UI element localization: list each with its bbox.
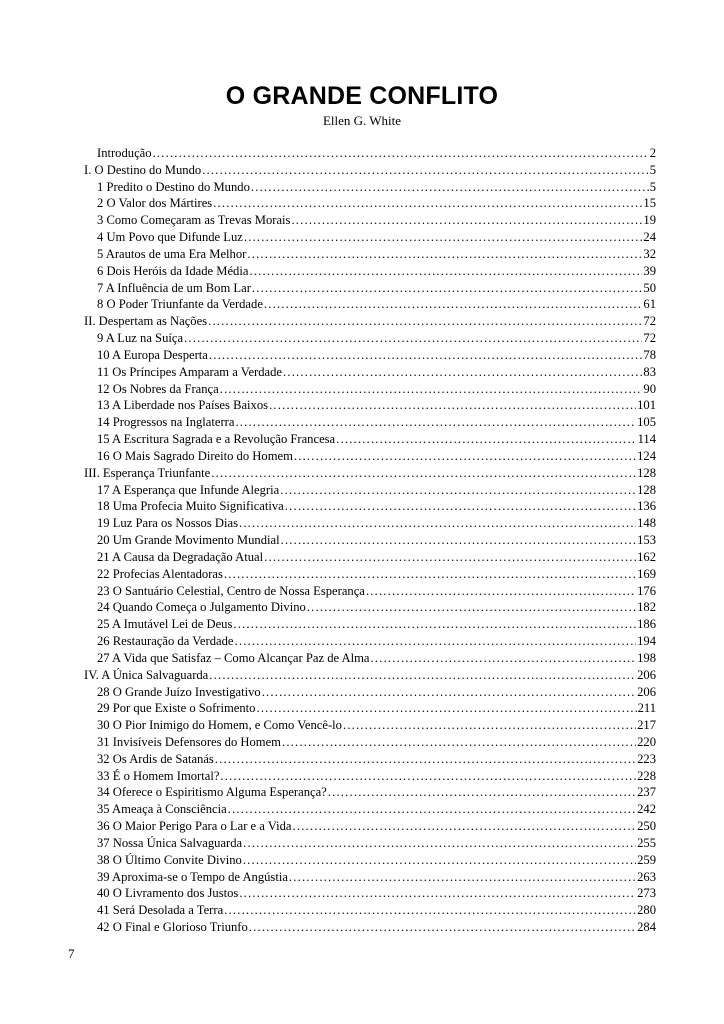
toc-entry — [84, 280, 656, 297]
toc-entry-label: 36 O Maior Perigo Para o Lar e a Vida — [97, 819, 292, 834]
toc-entry — [84, 212, 656, 229]
toc-dot-leader — [243, 852, 636, 869]
toc-entry-page: 176 — [637, 583, 656, 598]
toc-entry-page: 72 — [643, 314, 656, 329]
toc-entry-label: 23 O Santuário Celestial, Centro de Nossa Esperança — [97, 583, 365, 598]
toc-entry-label: 24 Quando Começa o Julgamento Divino — [97, 600, 306, 615]
page-number: 7 — [68, 946, 75, 961]
toc-dot-leader — [153, 145, 649, 162]
toc-entry-page: 136 — [637, 499, 656, 514]
toc-dot-leader — [251, 179, 649, 196]
toc-entry — [84, 179, 656, 196]
toc-part-entry — [84, 162, 656, 179]
document-author: Ellen G. White — [322, 113, 402, 128]
toc-entry — [84, 835, 656, 852]
toc-entry-label: 2 O Valor dos Mártires — [97, 196, 213, 211]
toc-entry-label: 31 Invisíveis Defensores do Homem — [97, 734, 281, 749]
toc-entry-page: 114 — [637, 432, 656, 447]
toc-entry-label: 27 A Vida que Satisfaz – Como Alcançar Paz de Alma — [97, 650, 370, 665]
toc-entry-page: 250 — [637, 819, 656, 834]
toc-entry-label: 18 Uma Profecia Muito Significativa — [97, 499, 284, 514]
toc-entry-page: 255 — [637, 835, 656, 850]
toc-entry — [84, 397, 656, 414]
toc-dot-leader — [220, 768, 636, 785]
toc-entry-page: 5 — [649, 179, 656, 194]
toc-dot-leader — [228, 801, 636, 818]
toc-entry-page: 217 — [637, 718, 656, 733]
toc-entry — [84, 801, 656, 818]
toc-entry-label: 42 O Final e Glorioso Triunfo — [97, 920, 248, 935]
toc-entry — [84, 599, 656, 616]
toc-entry-label: 25 A Imutável Lei de Deus — [97, 617, 233, 632]
toc-entry-label: 14 Progressos na Inglaterra — [97, 415, 235, 430]
toc-dot-leader — [328, 784, 636, 801]
toc-entry-label: 17 A Esperança que Infunde Alegria — [97, 482, 280, 497]
toc-entry-page: 259 — [637, 852, 656, 867]
toc-entry-page: 211 — [637, 701, 656, 716]
toc-entry — [84, 751, 656, 768]
toc-dot-leader — [289, 869, 636, 886]
toc-entry-page: 198 — [637, 650, 656, 665]
toc-entry-page: 83 — [643, 364, 656, 379]
toc-entry — [84, 902, 656, 919]
toc-entry — [84, 448, 656, 465]
toc-entry — [84, 330, 656, 347]
toc-entry — [84, 414, 656, 431]
toc-entry-label: 22 Profecias Alentadoras — [97, 566, 223, 581]
toc-entry-page: 182 — [637, 600, 656, 615]
toc-entry — [84, 498, 656, 515]
toc-entry-label: 3 Como Começaram as Trevas Morais — [97, 213, 291, 228]
toc-dot-leader — [262, 684, 636, 701]
toc-entry — [84, 246, 656, 263]
toc-dot-leader — [213, 195, 642, 212]
toc-dot-leader — [239, 515, 636, 532]
toc-entry — [84, 263, 656, 280]
toc-entry-page: 273 — [637, 886, 656, 901]
toc-dot-leader — [224, 566, 636, 583]
toc-dot-leader — [239, 885, 636, 902]
toc-entry-page: 280 — [637, 903, 656, 918]
toc-entry — [84, 515, 656, 532]
toc-entry — [84, 717, 656, 734]
toc-entry-label: 10 A Europa Desperta — [97, 347, 208, 362]
toc-entry — [84, 633, 656, 650]
toc-entry-label: 30 O Pior Inimigo do Homem, e Como Vencê-lo — [97, 718, 342, 733]
toc-entry-label: Introdução — [97, 146, 152, 160]
toc-entry-page: 194 — [637, 634, 656, 649]
toc-dot-leader — [366, 583, 636, 600]
toc-dot-leader — [244, 229, 643, 246]
toc-entry — [84, 296, 656, 313]
toc-entry — [84, 431, 656, 448]
toc-entry-label: 39 Aproxima-se o Tempo de Angústia — [97, 869, 288, 884]
toc-entry-page: 284 — [637, 920, 656, 935]
toc-entry-label: 29 Por que Existe o Sofrimento — [97, 701, 256, 716]
toc-entry-page: 206 — [637, 667, 656, 682]
toc-entry — [84, 195, 656, 212]
toc-entry-page: 72 — [643, 331, 656, 346]
toc-entry-label: 26 Restauração da Verdade — [97, 634, 234, 649]
toc-dot-leader — [247, 246, 642, 263]
toc-entry — [84, 229, 656, 246]
toc-entry-page: 24 — [643, 230, 656, 245]
toc-entry — [84, 145, 656, 162]
toc-dot-leader — [269, 397, 636, 414]
toc-entry-label: 13 A Liberdade nos Países Baixos — [97, 398, 269, 413]
toc-entry-page: 90 — [643, 381, 656, 396]
toc-entry — [84, 852, 656, 869]
toc-entry-page: 186 — [637, 617, 656, 632]
toc-entry-label: 11 Os Príncipes Amparam a Verdade — [97, 364, 283, 379]
toc-entry-page: 2 — [649, 146, 656, 160]
toc-entry-page: 50 — [643, 280, 656, 295]
toc-dot-leader — [264, 296, 642, 313]
toc-entry-page: 124 — [637, 448, 656, 463]
toc-entry-page: 263 — [637, 869, 656, 884]
toc-entry-label: 7 A Influência de um Bom Lar — [97, 280, 251, 295]
toc-dot-leader — [235, 414, 636, 431]
toc-entry-label: 8 O Poder Triunfante da Verdade — [97, 297, 263, 312]
toc-entry-label: 37 Nossa Única Salvaguarda — [97, 835, 243, 850]
toc-entry — [84, 381, 656, 398]
toc-dot-leader — [293, 818, 637, 835]
toc-entry-label: 35 Ameaça à Consciência — [97, 802, 227, 817]
toc-entry — [84, 566, 656, 583]
toc-dot-leader — [243, 835, 636, 852]
toc-entry-page: 105 — [637, 415, 656, 430]
toc-entry-label: 5 Arautos de uma Era Melhor — [97, 246, 247, 261]
toc-entry-page: 5 — [649, 162, 656, 177]
toc-dot-leader — [211, 465, 636, 482]
toc-entry-page: 101 — [637, 398, 656, 413]
toc-entry-label: 16 O Mais Sagrado Direito do Homem — [97, 448, 293, 463]
toc-entry-label: 41 Será Desolada a Terra — [97, 903, 224, 918]
toc-entry-page: 78 — [643, 347, 656, 362]
toc-entry — [84, 869, 656, 886]
toc-entry-label: 34 Oferece o Espiritismo Alguma Esperança? — [97, 785, 327, 800]
toc-entry-page: 128 — [637, 465, 656, 480]
toc-entry-page: 162 — [637, 549, 656, 564]
toc-entry-label: 12 Os Nobres da França — [97, 381, 219, 396]
toc-entry-page: 153 — [637, 533, 656, 548]
toc-entry-page: 169 — [637, 566, 656, 581]
toc-dot-leader — [256, 700, 636, 717]
toc-entry — [84, 650, 656, 667]
toc-dot-leader — [249, 919, 636, 936]
toc-dot-leader — [371, 650, 637, 667]
toc-dot-leader — [283, 364, 642, 381]
toc-dot-leader — [202, 162, 649, 179]
toc-entry-label: III. Esperança Triunfante — [84, 465, 211, 480]
toc-dot-leader — [215, 751, 636, 768]
toc-entry-page: 32 — [643, 246, 656, 261]
toc-dot-leader — [281, 532, 637, 549]
toc-entry-label: 20 Um Grande Movimento Mundial — [97, 533, 280, 548]
toc-entry — [84, 919, 656, 936]
toc-dot-leader — [235, 633, 637, 650]
toc-entry-label: 4 Um Povo que Difunde Luz — [97, 230, 243, 245]
toc-entry-label: IV. A Única Salvaguarda — [84, 667, 209, 682]
toc-dot-leader — [224, 902, 636, 919]
toc-entry — [84, 549, 656, 566]
toc-entry-label: 38 O Último Convite Divino — [97, 852, 242, 867]
toc-entry-label: 32 Os Ardis de Satanás — [97, 751, 214, 766]
toc-dot-leader — [249, 263, 642, 280]
toc-dot-leader — [233, 616, 636, 633]
toc-dot-leader — [209, 347, 643, 364]
toc-entry-page: 128 — [637, 482, 656, 497]
toc-part-entry — [84, 465, 656, 482]
toc-entry-page: 206 — [637, 684, 656, 699]
toc-entry — [84, 364, 656, 381]
toc-dot-leader — [220, 381, 643, 398]
toc-entry-label: 28 O Grande Juízo Investigativo — [97, 684, 261, 699]
toc-entry-page: 220 — [637, 734, 656, 749]
toc-dot-leader — [184, 330, 642, 347]
toc-entry-label: 40 O Livramento dos Justos — [97, 886, 239, 901]
toc-entry-label: 15 A Escritura Sagrada e a Revolução Francesa — [97, 432, 336, 447]
toc-entry — [84, 818, 656, 835]
toc-entry-label: 33 É o Homem Imortal? — [97, 768, 220, 783]
toc-dot-leader — [285, 498, 636, 515]
toc-entry-label: 1 Predito o Destino do Mundo — [97, 179, 250, 194]
toc-entry — [84, 700, 656, 717]
toc-dot-leader — [294, 448, 636, 465]
toc-entry-page: 39 — [643, 263, 656, 278]
toc-entry — [84, 784, 656, 801]
toc-part-entry — [84, 667, 656, 684]
toc-dot-leader — [336, 431, 636, 448]
document-title: O GRANDE CONFLITO — [225, 82, 499, 110]
toc-dot-leader — [343, 717, 636, 734]
toc-entry-page: 228 — [637, 768, 656, 783]
toc-entry — [84, 347, 656, 364]
toc-entry-page: 223 — [637, 751, 656, 766]
toc-dot-leader — [280, 482, 636, 499]
toc-entry-page: 237 — [637, 785, 656, 800]
toc-entry — [84, 885, 656, 902]
toc-dot-leader — [291, 212, 642, 229]
toc-entry-page: 15 — [643, 196, 656, 211]
toc-dot-leader — [264, 549, 636, 566]
toc-entry — [84, 734, 656, 751]
toc-dot-leader — [307, 599, 636, 616]
toc-entry-label: 19 Luz Para os Nossos Dias — [97, 516, 238, 531]
toc-dot-leader — [209, 667, 636, 684]
toc-entry — [84, 583, 656, 600]
toc-entry — [84, 482, 656, 499]
toc-entry-page: 61 — [643, 297, 656, 312]
toc-entry-page: 148 — [637, 516, 656, 531]
toc-dot-leader — [282, 734, 636, 751]
toc-entry — [84, 616, 656, 633]
toc-entry-label: 21 A Causa da Degradação Atual — [97, 549, 264, 564]
toc-entry — [84, 684, 656, 701]
toc-entry-page: 242 — [637, 802, 656, 817]
toc-entry-label: 6 Dois Heróis da Idade Média — [97, 263, 249, 278]
toc-entry — [84, 768, 656, 785]
toc-part-entry — [84, 313, 656, 330]
table-of-contents — [84, 145, 656, 936]
toc-entry-label: 9 A Luz na Suíça — [97, 331, 184, 346]
toc-dot-leader — [252, 280, 643, 297]
toc-entry-label: I. O Destino do Mundo — [84, 162, 202, 177]
toc-entry-page: 19 — [643, 213, 656, 228]
toc-dot-leader — [208, 313, 642, 330]
toc-entry — [84, 532, 656, 549]
toc-entry-label: II. Despertam as Nações — [84, 314, 208, 329]
